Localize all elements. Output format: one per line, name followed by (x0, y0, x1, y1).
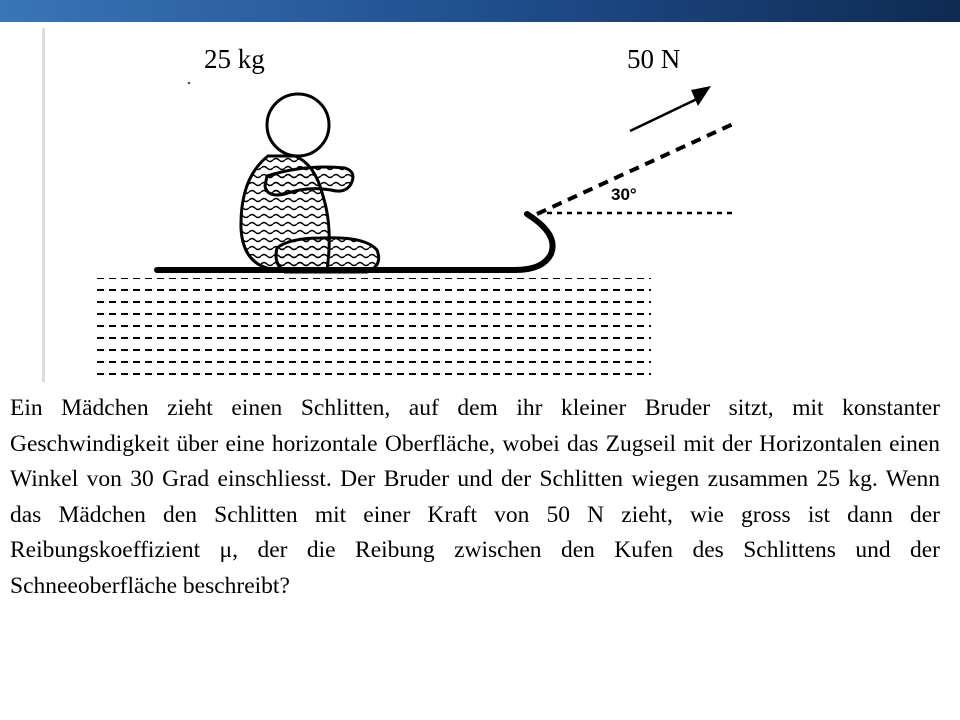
force-label: 50 N (627, 44, 681, 74)
child-legs (276, 238, 379, 272)
header-bar (0, 0, 960, 22)
child-head (267, 94, 329, 156)
sled-drawing (45, 28, 763, 382)
force-arrow-icon (630, 86, 711, 131)
sled-diagram (42, 28, 763, 382)
question-text: Ein Mädchen zieht einen Schlitten, auf dem ihr kleiner Bruder sitzt, mit konstanter Geschwindigkeit über eine horizontale Oberfläche, wobei das Zugseil mit der Horizontalen einen Winkel von 30 Grad einschliesst. Der Bruder und der Schlitten wiegen zusammen 25 kg. Wenn das Mädchen den Schlitten mit einer Kraft von 50 N zieht, wie gross ist dann der Reibungskoeffizient μ, der die Reibung zwischen den Kufen des Schlittens und der Schneeoberfläche beschreibt? (10, 395, 940, 599)
angle-label: 30° (611, 185, 637, 204)
mass-label: 25 kg (204, 44, 265, 74)
snow-surface (97, 278, 651, 374)
